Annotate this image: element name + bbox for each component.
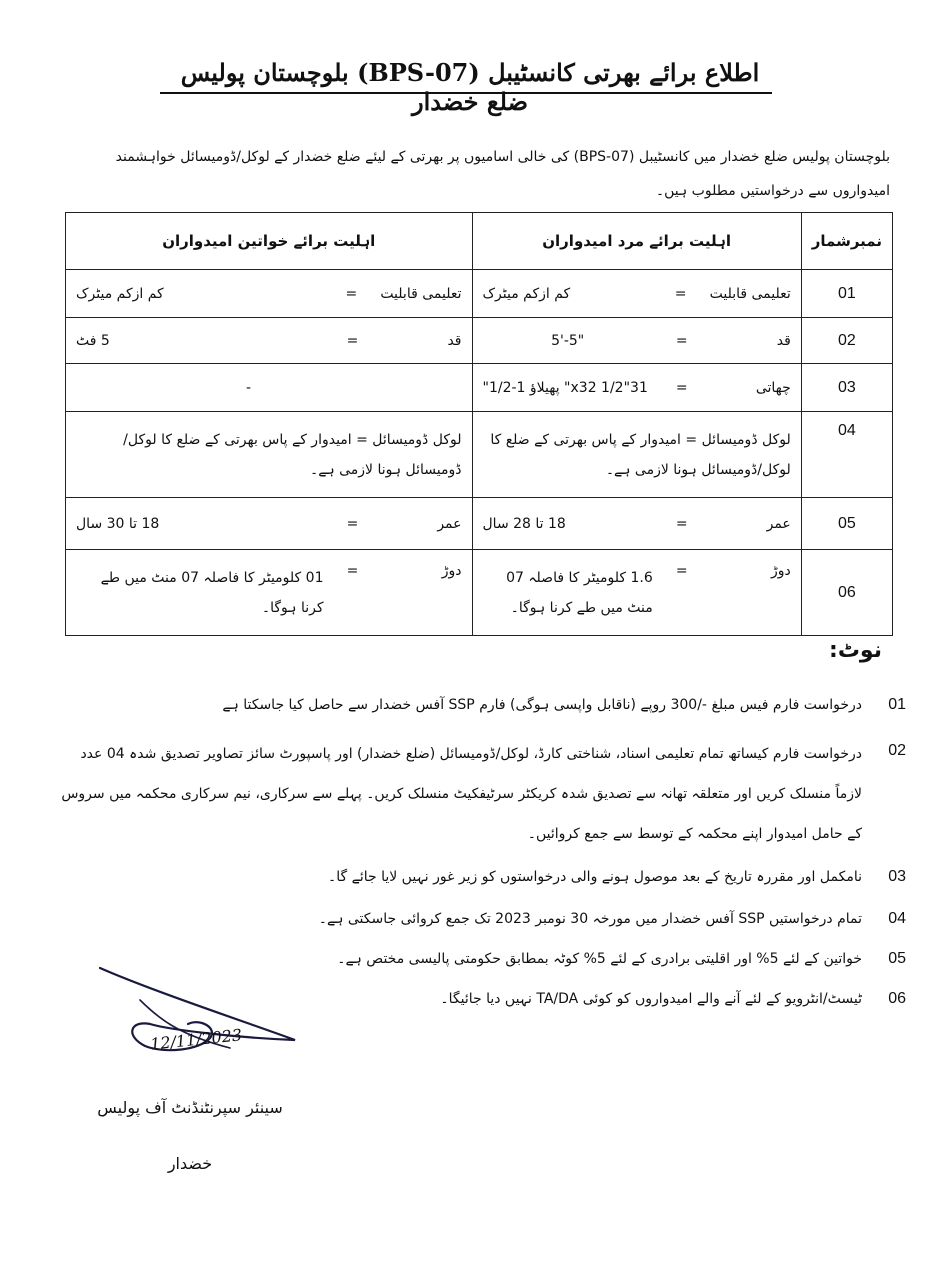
row-number: 01 [801,270,892,318]
table-row [66,498,893,550]
officer-district: خضدار [167,1154,213,1173]
note-number: 06 [888,990,906,1007]
note-text: نامکمل اور مقررہ تاریخ کے بعد موصول ہونے والی درخواستوں کو زیر غور نہیں لایا جائے گا۔ [328,869,862,885]
criterion-value: 1.6 کلومیٹر کا فاصلہ 07 منٹ میں طے کرنا ہوگا۔ [506,569,653,616]
equals-sign: = [675,515,688,532]
criterion-label: تعلیمی قابلیت [380,285,462,302]
table-header-row [66,213,893,270]
criterion-label: عمر [437,515,462,532]
female-cell [66,270,473,318]
table-row [66,412,893,498]
notes-heading: نوٹ: [829,638,882,663]
criterion-value: 18 تا 30 سال [76,515,160,532]
note-number: 01 [888,696,906,713]
male-cell [472,318,801,364]
female-cell [66,550,473,636]
criterion-value: - [246,379,252,396]
criterion-label: تعلیمی قابلیت [709,285,791,302]
equals-sign: = [345,285,358,302]
equals-sign: = [346,562,359,579]
table-row [66,550,893,636]
header-male: اہلیت برائے مرد امیدواران [472,213,801,270]
female-cell [66,364,473,412]
row-number: 03 [801,364,892,412]
row-number: 05 [801,498,892,550]
row-number: 06 [801,550,892,636]
signature-date: 12/11/2023 [149,1025,243,1054]
criterion-value: 5 فٹ [76,332,110,349]
criterion-value: 01 کلومیٹر کا فاصلہ 07 منٹ میں طے کرنا ہوگا۔ [100,569,324,616]
list-item [60,734,906,854]
notice-title: اطلاع برائے بھرتی کانسٹیبل (BPS-07) بلوچستان پولیس ضلع خضدار [180,58,760,116]
list-item [60,688,906,722]
note-number: 05 [888,950,906,967]
criterion-value: 5'-5" [551,332,585,349]
male-cell: لوکل ڈومیسائل = امیدوار کے پاس بھرتی کے ضلع کا لوکل/ڈومیسائل ہونا لازمی ہے۔ [472,412,801,498]
list-item [60,860,906,894]
title-underline [160,92,772,94]
equals-sign: = [675,379,688,396]
criterion-label: قد [776,332,791,349]
criterion-value: 18 تا 28 سال [482,515,566,532]
equals-sign: = [675,332,688,349]
note-text: درخواست فارم فیس مبلغ -/300 روپے (ناقابل واپسی ہوگی) فارم SSP آفس خضدار سے حاصل کیا جاسکتا ہے [222,697,862,713]
table-row [66,318,893,364]
row-number: 04 [801,412,892,498]
note-number: 02 [888,742,906,759]
criterion-label: دوڑ [771,562,791,579]
equals-sign: = [675,562,688,579]
female-cell [66,498,473,550]
criterion-label: قد [447,332,462,349]
note-number: 04 [888,910,906,927]
eligibility-table [65,212,893,636]
officer-block [70,1080,310,1192]
equals-sign: = [346,332,359,349]
male-cell [472,550,801,636]
male-cell [472,270,801,318]
criterion-value: کم ازکم میٹرک [76,285,164,302]
officer-designation: سینئر سپرنٹنڈنٹ آف پولیس [97,1098,283,1117]
intro-paragraph: بلوچستان پولیس ضلع خضدار میں کانسٹیبل (BPS-07) کی خالی اسامیوں پر بھرتی کے لیئے ضلع خضدار کے لوکل/ڈومیسائل خواہشمند امیدواروں سے درخواستیں مطلوب ہیں۔ [115,149,890,199]
female-cell [66,318,473,364]
criterion-value: 31"x32 1/2" پھیلاؤ 1-1/2" [482,379,648,396]
male-cell [472,364,801,412]
note-text: درخواست فارم کیساتھ تمام تعلیمی اسناد، شناختی کارڈ، لوکل/ڈومیسائل (ضلع خضدار) اور پاسپورٹ سائز تصاویر تصدیق شدہ 04 عدد لازماً منسلک کریں اور متعلقہ تھانہ سے تصدیق شدہ کریکٹر سرٹیفکیٹ منسلک کریں۔ پہلے سے سرکاری، نیم سرکاری محکمہ میں سروس کے حامل امیدوار اپنے محکمہ کے توسط سے جمع کروائیں۔ [61,746,862,842]
header-female: اہلیت برائے خواتین امیدواران [66,213,473,270]
note-text: ٹیسٹ/انٹرویو کے لئے آنے والے امیدواروں کو کوئی TA/DA نہیں دیا جائیگا۔ [440,991,862,1007]
criterion-label: دوڑ [441,562,462,579]
criterion-label: چھاتی [755,379,791,396]
row-number: 02 [801,318,892,364]
note-text: تمام درخواستیں SSP آفس خضدار میں مورخہ 30 نومبر 2023 تک جمع کروائی جاسکتی ہے۔ [318,911,862,927]
list-item [60,902,906,936]
criterion-value: کم ازکم میٹرک [482,285,571,302]
female-cell: لوکل ڈومیسائل = امیدوار کے پاس بھرتی کے ضلع کا لوکل/ڈومیسائل ہونا لازمی ہے۔ [66,412,473,498]
table-row [66,364,893,412]
note-number: 03 [888,868,906,885]
note-text: خواتین کے لئے 5% اور اقلیتی برادری کے لئے 5% کوٹہ بمطابق حکومتی پالیسی مختص ہے۔ [337,951,862,967]
equals-sign: = [674,285,687,302]
header-number: نمبرشمار [801,213,892,270]
table-row [66,270,893,318]
male-cell [472,498,801,550]
equals-sign: = [346,515,359,532]
criterion-label: عمر [766,515,791,532]
